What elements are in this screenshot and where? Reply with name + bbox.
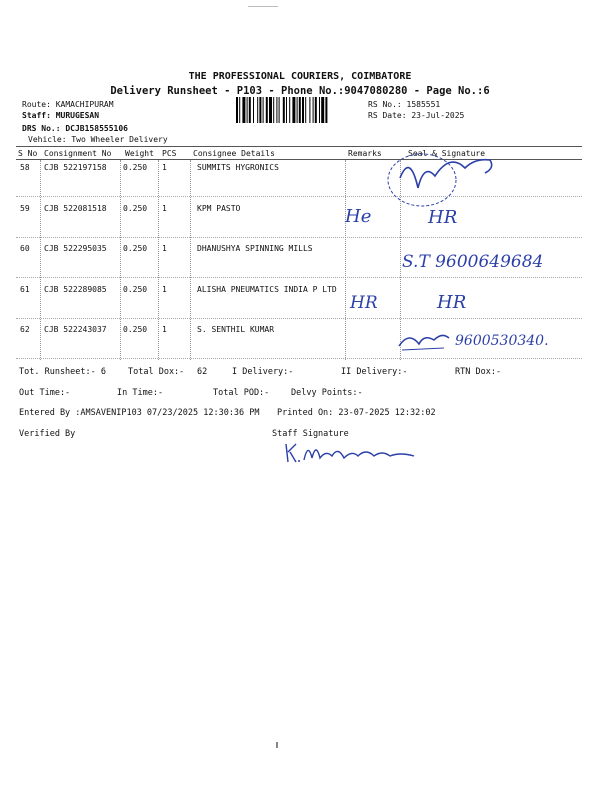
col-remarks: Remarks <box>348 149 382 158</box>
row-sno: 58 <box>20 163 30 172</box>
col-sno: S No <box>18 149 38 158</box>
staff-signature <box>282 436 422 466</box>
route: Route: KAMACHIPURAM <box>22 100 114 109</box>
row-pcs: 1 <box>162 285 167 294</box>
drs-no: DRS No.: DCJB158555106 <box>22 124 128 133</box>
column-divider <box>190 160 191 360</box>
column-divider <box>40 160 41 360</box>
scan-mark <box>276 742 278 748</box>
delvy-points: Delvy Points:- <box>291 388 363 398</box>
column-divider <box>158 160 159 360</box>
row-consignee: DHANUSHYA SPINNING MILLS <box>197 244 313 253</box>
printed-on: Printed On: 23-07-2025 12:32:02 <box>277 408 436 418</box>
i-delivery: I Delivery:- <box>232 367 294 377</box>
column-divider <box>345 160 346 360</box>
in-time: In Time:- <box>117 388 164 398</box>
row-consignee: S. SENTHIL KUMAR <box>197 325 275 334</box>
row-sno: 62 <box>20 325 30 334</box>
row-weight: 0.250 <box>123 285 148 294</box>
staff: Staff: MURUGESAN <box>22 111 100 120</box>
row-consignment: CJB 522243037 <box>44 325 107 334</box>
rtn-dox: RTN Dox:- <box>455 367 502 377</box>
company-name: THE PROFESSIONAL COURIERS, COIMBATORE <box>188 71 412 82</box>
row-pcs: 1 <box>162 163 167 172</box>
signature-59: HR <box>428 207 458 228</box>
vehicle: Vehicle: Two Wheeler Delivery <box>28 135 168 144</box>
row-consignee: SUMMITS HYGRONICS <box>197 163 279 172</box>
header-line-top <box>16 146 582 147</box>
total-dox-value: 62 <box>197 367 208 377</box>
col-consignment: Consignment No <box>44 149 112 158</box>
row-consignee: ALISHA PNEUMATICS INDIA P LTD <box>197 285 337 294</box>
rs-date: RS Date: 23-Jul-2025 <box>368 111 465 120</box>
row-sno: 59 <box>20 204 30 213</box>
row-divider <box>16 358 582 359</box>
row-consignment: CJB 522197158 <box>44 163 107 172</box>
col-consignee: Consignee Details <box>193 149 275 158</box>
row-consignment: CJB 522289085 <box>44 285 107 294</box>
row-sno: 61 <box>20 285 30 294</box>
tot-runsheet: Tot. Runsheet:- 6 <box>19 367 106 377</box>
row-weight: 0.250 <box>123 325 148 334</box>
row-divider <box>16 318 582 319</box>
initials-62 <box>394 326 454 356</box>
total-dox-label: Total Dox:- <box>128 367 185 377</box>
row-divider <box>16 277 582 278</box>
row-pcs: 1 <box>162 325 167 334</box>
barcode <box>236 97 364 123</box>
column-divider <box>120 160 121 360</box>
rs-no: RS No.: 1585551 <box>368 100 441 109</box>
verified-by: Verified By <box>19 429 76 439</box>
scan-mark <box>248 6 278 7</box>
col-weight: Weight <box>125 149 154 158</box>
total-pod: Total POD:- <box>213 388 270 398</box>
entered-by: Entered By :AMSAVENIP103 07/23/2025 12:30:36 PM <box>19 408 260 418</box>
out-time: Out Time:- <box>19 388 71 398</box>
col-seal: Seal & Signature <box>408 149 486 158</box>
staff-signature-label: Staff Signature <box>272 429 349 439</box>
row-divider <box>16 237 582 238</box>
signature-60: S.T 9600649684 <box>402 252 544 272</box>
signature-61: HR <box>437 292 467 313</box>
row-sno: 60 <box>20 244 30 253</box>
signature-62: 9600530340. <box>455 333 549 349</box>
row-pcs: 1 <box>162 204 167 213</box>
row-consignment: CJB 522081518 <box>44 204 107 213</box>
row-consignee: KPM PASTO <box>197 204 241 213</box>
remark-61: HR <box>350 293 378 313</box>
col-pcs: PCS <box>162 149 177 158</box>
runsheet-title: Delivery Runsheet - P103 - Phone No.:9047080280 - Page No.:6 <box>110 85 490 97</box>
row-weight: 0.250 <box>123 244 148 253</box>
remark-59: He <box>345 206 372 227</box>
row-weight: 0.250 <box>123 163 148 172</box>
ii-delivery: II Delivery:- <box>341 367 408 377</box>
row-consignment: CJB 522295035 <box>44 244 107 253</box>
row-pcs: 1 <box>162 244 167 253</box>
row-weight: 0.250 <box>123 204 148 213</box>
